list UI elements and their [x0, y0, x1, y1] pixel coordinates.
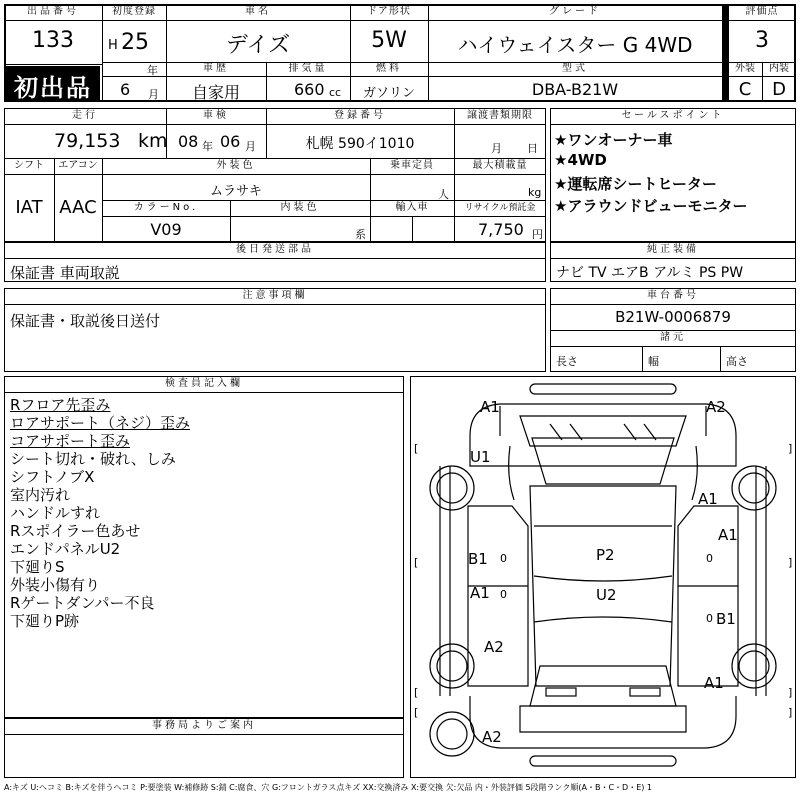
windshield [532, 438, 674, 484]
damage-mark: B1 [468, 550, 488, 568]
color: ムラサキ [209, 184, 262, 199]
cc-label: 排気量 [288, 63, 328, 74]
cc-unit: cc [329, 86, 342, 99]
right-side [756, 466, 766, 696]
transfer-label: 譲渡書類期限 [467, 110, 533, 121]
zero-mark: 0 [706, 552, 713, 565]
inspector-note: Rスポイラー色あせ [10, 522, 141, 540]
damage-mark: A2 [706, 398, 726, 416]
inspect-month-unit: 月 [245, 140, 256, 153]
reg-label: 初度登録 [112, 6, 156, 17]
inspector-note: ハンドルすれ [10, 504, 101, 522]
inspector-note: 室内汚れ [10, 486, 71, 504]
first-listing-text: 初出品 [14, 74, 92, 102]
cc: 660 [294, 80, 325, 99]
svg-text:]: ] [788, 556, 793, 569]
office-label: 事務局よりご案内 [152, 720, 256, 731]
spec-length-label: 長さ [556, 355, 578, 368]
door-type: 5W [371, 28, 407, 53]
transfer-month-unit: 月 [491, 142, 502, 155]
color-label: 外装色 [216, 160, 256, 171]
inspector-note: ロアサポート（ネジ）歪み [10, 414, 191, 432]
lot-label: 出品番号 [27, 6, 79, 17]
mileage-label: 走行 [72, 110, 98, 121]
color-no: V09 [150, 220, 182, 239]
legend: A:キズ U:ヘコミ B:キズを伴うヘコミ P:要塗装 W:補修跡 S:錆 C:腐食、穴 G:フロントガラス点キズ XX:交換済み X:要交換 欠:欠品 内・外装評価 5段階ランク順(A・B・C・D・E) 1 [4, 783, 653, 792]
damage-mark: A1 [698, 490, 718, 508]
model: DBA-B21W [531, 80, 619, 99]
left-side [440, 466, 450, 696]
inspect-label: 車検 [203, 110, 229, 121]
history-label: 車歴 [203, 63, 229, 74]
reg-month: 6 [120, 80, 131, 99]
inspect-year: 08 [178, 132, 199, 151]
color-no-label: カラーNo. [133, 202, 199, 213]
damage-mark: A2 [482, 728, 502, 746]
int-color-unit: 系 [355, 228, 366, 241]
reg-month-unit: 月 [148, 88, 159, 101]
damage-mark: A1 [718, 526, 738, 544]
sales-point: ★運転席シートヒーター [554, 175, 717, 193]
damage-mark: A1 [704, 674, 724, 692]
damage-mark: A1 [470, 584, 490, 602]
inspector-note: コアサポート歪み [10, 432, 131, 450]
transfer-day-unit: 日 [527, 142, 538, 155]
inspector-label: 検査員記入欄 [165, 378, 243, 389]
car-name: デイズ [225, 33, 291, 58]
detail-block [4, 108, 546, 242]
name-label: 車名 [245, 6, 271, 17]
lot-number: 133 [32, 28, 74, 53]
capacity-label: 乗車定員 [390, 160, 434, 171]
svg-text:]: ] [788, 442, 793, 455]
rear-bumper [530, 756, 676, 766]
int-score: D [772, 79, 786, 100]
score: 3 [755, 28, 769, 53]
score-label: 評価点 [745, 6, 779, 17]
svg-text:]: ] [788, 706, 793, 719]
inspector-note: シート切れ・破れ、しみ [10, 450, 176, 468]
spec-width-label: 幅 [648, 355, 659, 368]
int-label: 内装 [769, 63, 789, 74]
chassis-label: 車台番号 [647, 290, 699, 301]
zero-mark: 0 [500, 552, 507, 565]
inspector-note: 外装小傷有り [10, 576, 101, 594]
reg-era: H [108, 38, 118, 53]
door-label: ドア形状 [367, 6, 411, 17]
inspect-year-unit: 年 [202, 140, 213, 153]
front-bumper [530, 384, 676, 394]
recycle: 7,750 [478, 220, 524, 239]
later-parts-label: 後日発送部品 [236, 244, 314, 255]
reg-year: 25 [121, 30, 149, 55]
inspector-note: Rフロア先歪み [10, 396, 111, 414]
damage-mark: B1 [716, 610, 736, 628]
svg-text:]: ] [788, 686, 793, 699]
equipment: ナビ TV エアB アルミ PS PW [556, 265, 744, 281]
ext-label: 外装 [735, 63, 755, 74]
sales-label: セールスポイント [621, 110, 725, 121]
svg-text:[: [ [414, 706, 419, 719]
inspector-note: シフトノブX [10, 468, 95, 486]
notes-label: 注意事項欄 [242, 290, 308, 301]
ac: AAC [59, 197, 97, 218]
grade-label: グレード [549, 6, 601, 17]
inspector-note: Rゲートダンパー不良 [10, 594, 155, 612]
inspector-note: 下廻りS [10, 558, 65, 576]
damage-mark: P2 [596, 546, 615, 564]
ext-score: C [738, 79, 752, 100]
sales-point: ★4WD [554, 151, 607, 169]
reg-year-unit: 年 [147, 64, 158, 77]
mileage: 79,153 [54, 130, 121, 152]
plate: 札幌 590イ1010 [305, 136, 415, 152]
damage-mark: U2 [596, 586, 617, 604]
fuel: ガソリン [362, 86, 415, 101]
grade: ハイウェイスター G 4WD [457, 33, 693, 57]
svg-text:[: [ [414, 686, 419, 699]
damage-mark: A1 [480, 398, 500, 416]
sales-point: ★ワンオーナー車 [554, 131, 673, 149]
chassis-number: B21W-0006879 [615, 308, 731, 326]
capacity-unit: 人 [438, 188, 449, 201]
spec-label: 諸元 [660, 332, 686, 343]
recycle-unit: 円 [532, 228, 543, 241]
shift-label: シフト [14, 160, 44, 171]
import-label: 輸入車 [395, 202, 429, 213]
zero-mark: 0 [500, 588, 507, 601]
svg-text:[: [ [414, 556, 419, 569]
svg-text:[: [ [414, 442, 419, 455]
spec-height-label: 高さ [726, 355, 748, 368]
zero-mark: 0 [706, 612, 713, 625]
damage-mark: U1 [470, 448, 491, 466]
ac-label: エアコン [58, 160, 98, 171]
inspector-note: エンドパネルU2 [10, 540, 121, 558]
inspector-note: 下廻りP跡 [10, 612, 80, 630]
mileage-unit: km [138, 130, 168, 152]
recycle-label: リサイクル預託金 [464, 203, 536, 213]
int-color-label: 内装色 [280, 202, 320, 213]
notes: 保証書・取説後日送付 [10, 312, 161, 330]
rear-body [470, 696, 736, 748]
shift: IAT [15, 197, 43, 218]
later-parts: 保証書 車両取説 [10, 264, 120, 282]
front-body [470, 404, 736, 466]
car-damage-diagram [410, 376, 796, 778]
plate-label: 登録番号 [334, 110, 386, 121]
model-label: 型式 [562, 63, 588, 74]
load-unit: kg [528, 186, 542, 199]
load-label: 最大積載量 [472, 160, 528, 171]
sales-point: ★アラウンドビューモニター [554, 197, 748, 215]
damage-mark: A2 [484, 638, 504, 656]
inspect-month: 06 [220, 132, 241, 151]
history: 自家用 [191, 83, 240, 102]
fuel-label: 燃料 [376, 63, 402, 74]
equipment-label: 純正装備 [647, 244, 699, 255]
